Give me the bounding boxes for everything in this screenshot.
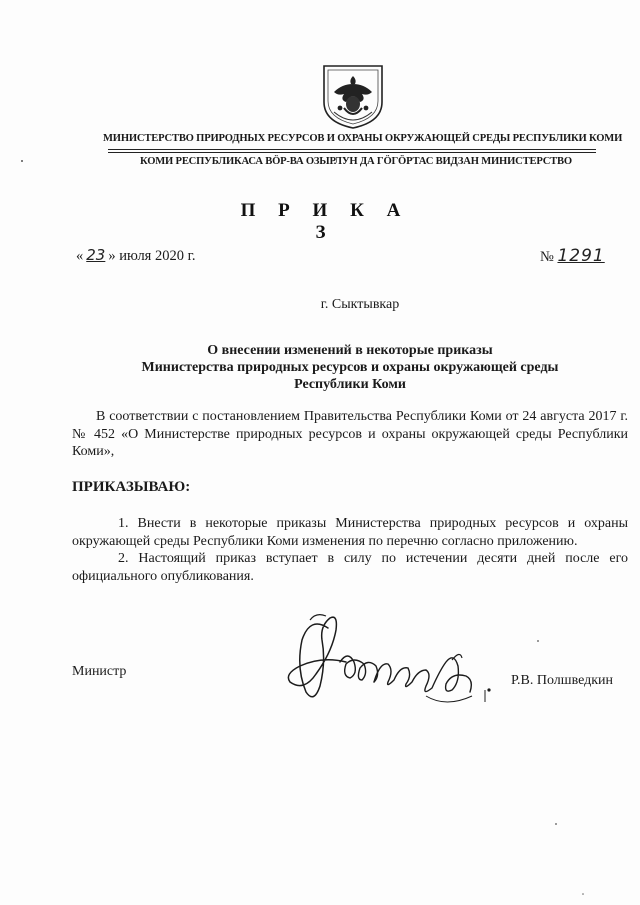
signatory-title: Министр <box>72 664 127 679</box>
date-open-quote: « <box>76 248 84 264</box>
subject-line: Республики Коми <box>294 377 406 392</box>
ministry-name-komi: КОМИ РЕСПУБЛИКАСА ВӦР-ВА ОЗЫРЛУН ДА ГӦГӦРТАС ВИДЗАН МИНИСТЕРСТВО <box>140 156 572 167</box>
subject-line: О внесении изменений в некоторые приказы <box>207 343 493 358</box>
number-value-handwritten: 1291 <box>557 246 605 266</box>
preamble-paragraph: В соответствии с постановлением Правительства Республики Коми от 24 августа 2017 г. № 452 «О Министерстве природных ресурсов и охраны окружающей среды Республики Коми», <box>72 409 628 459</box>
issue-city: г. Сыктывкар <box>320 297 400 312</box>
ministry-name-ru: МИНИСТЕРСТВО ПРИРОДНЫХ РЕСУРСОВ И ОХРАНЫ ОКРУЖАЮЩЕЙ СРЕДЫ РЕСПУБЛИКИ КОМИ <box>103 133 623 144</box>
coat-of-arms-icon <box>320 62 386 130</box>
order-item: 2. Настоящий приказ вступает в силу по истечении десяти дней после его официального опубликования. <box>72 551 628 584</box>
signatory-name: Р.В. Полшведкин <box>511 673 614 688</box>
number-prefix: № <box>540 249 554 265</box>
document-type-title: П Р И К А З <box>240 200 410 243</box>
header-rule-bottom <box>108 152 596 153</box>
header-rule-top <box>108 149 596 150</box>
order-keyword: ПРИКАЗЫВАЮ: <box>72 479 191 495</box>
document-subject <box>100 342 600 393</box>
handwritten-signature <box>276 600 506 720</box>
date-day-handwritten: 23 <box>86 246 106 264</box>
order-item: 1. Внести в некоторые приказы Министерства природных ресурсов и охраны окружающей среды Республики Коми изменения по перечню согласно приложению. <box>72 516 628 549</box>
subject-line: Министерства природных ресурсов и охраны окружающей среды <box>141 360 559 375</box>
document-number <box>540 246 605 266</box>
document-date <box>76 246 196 265</box>
order-items <box>72 515 628 585</box>
date-month-year: » июля 2020 г. <box>108 248 196 264</box>
